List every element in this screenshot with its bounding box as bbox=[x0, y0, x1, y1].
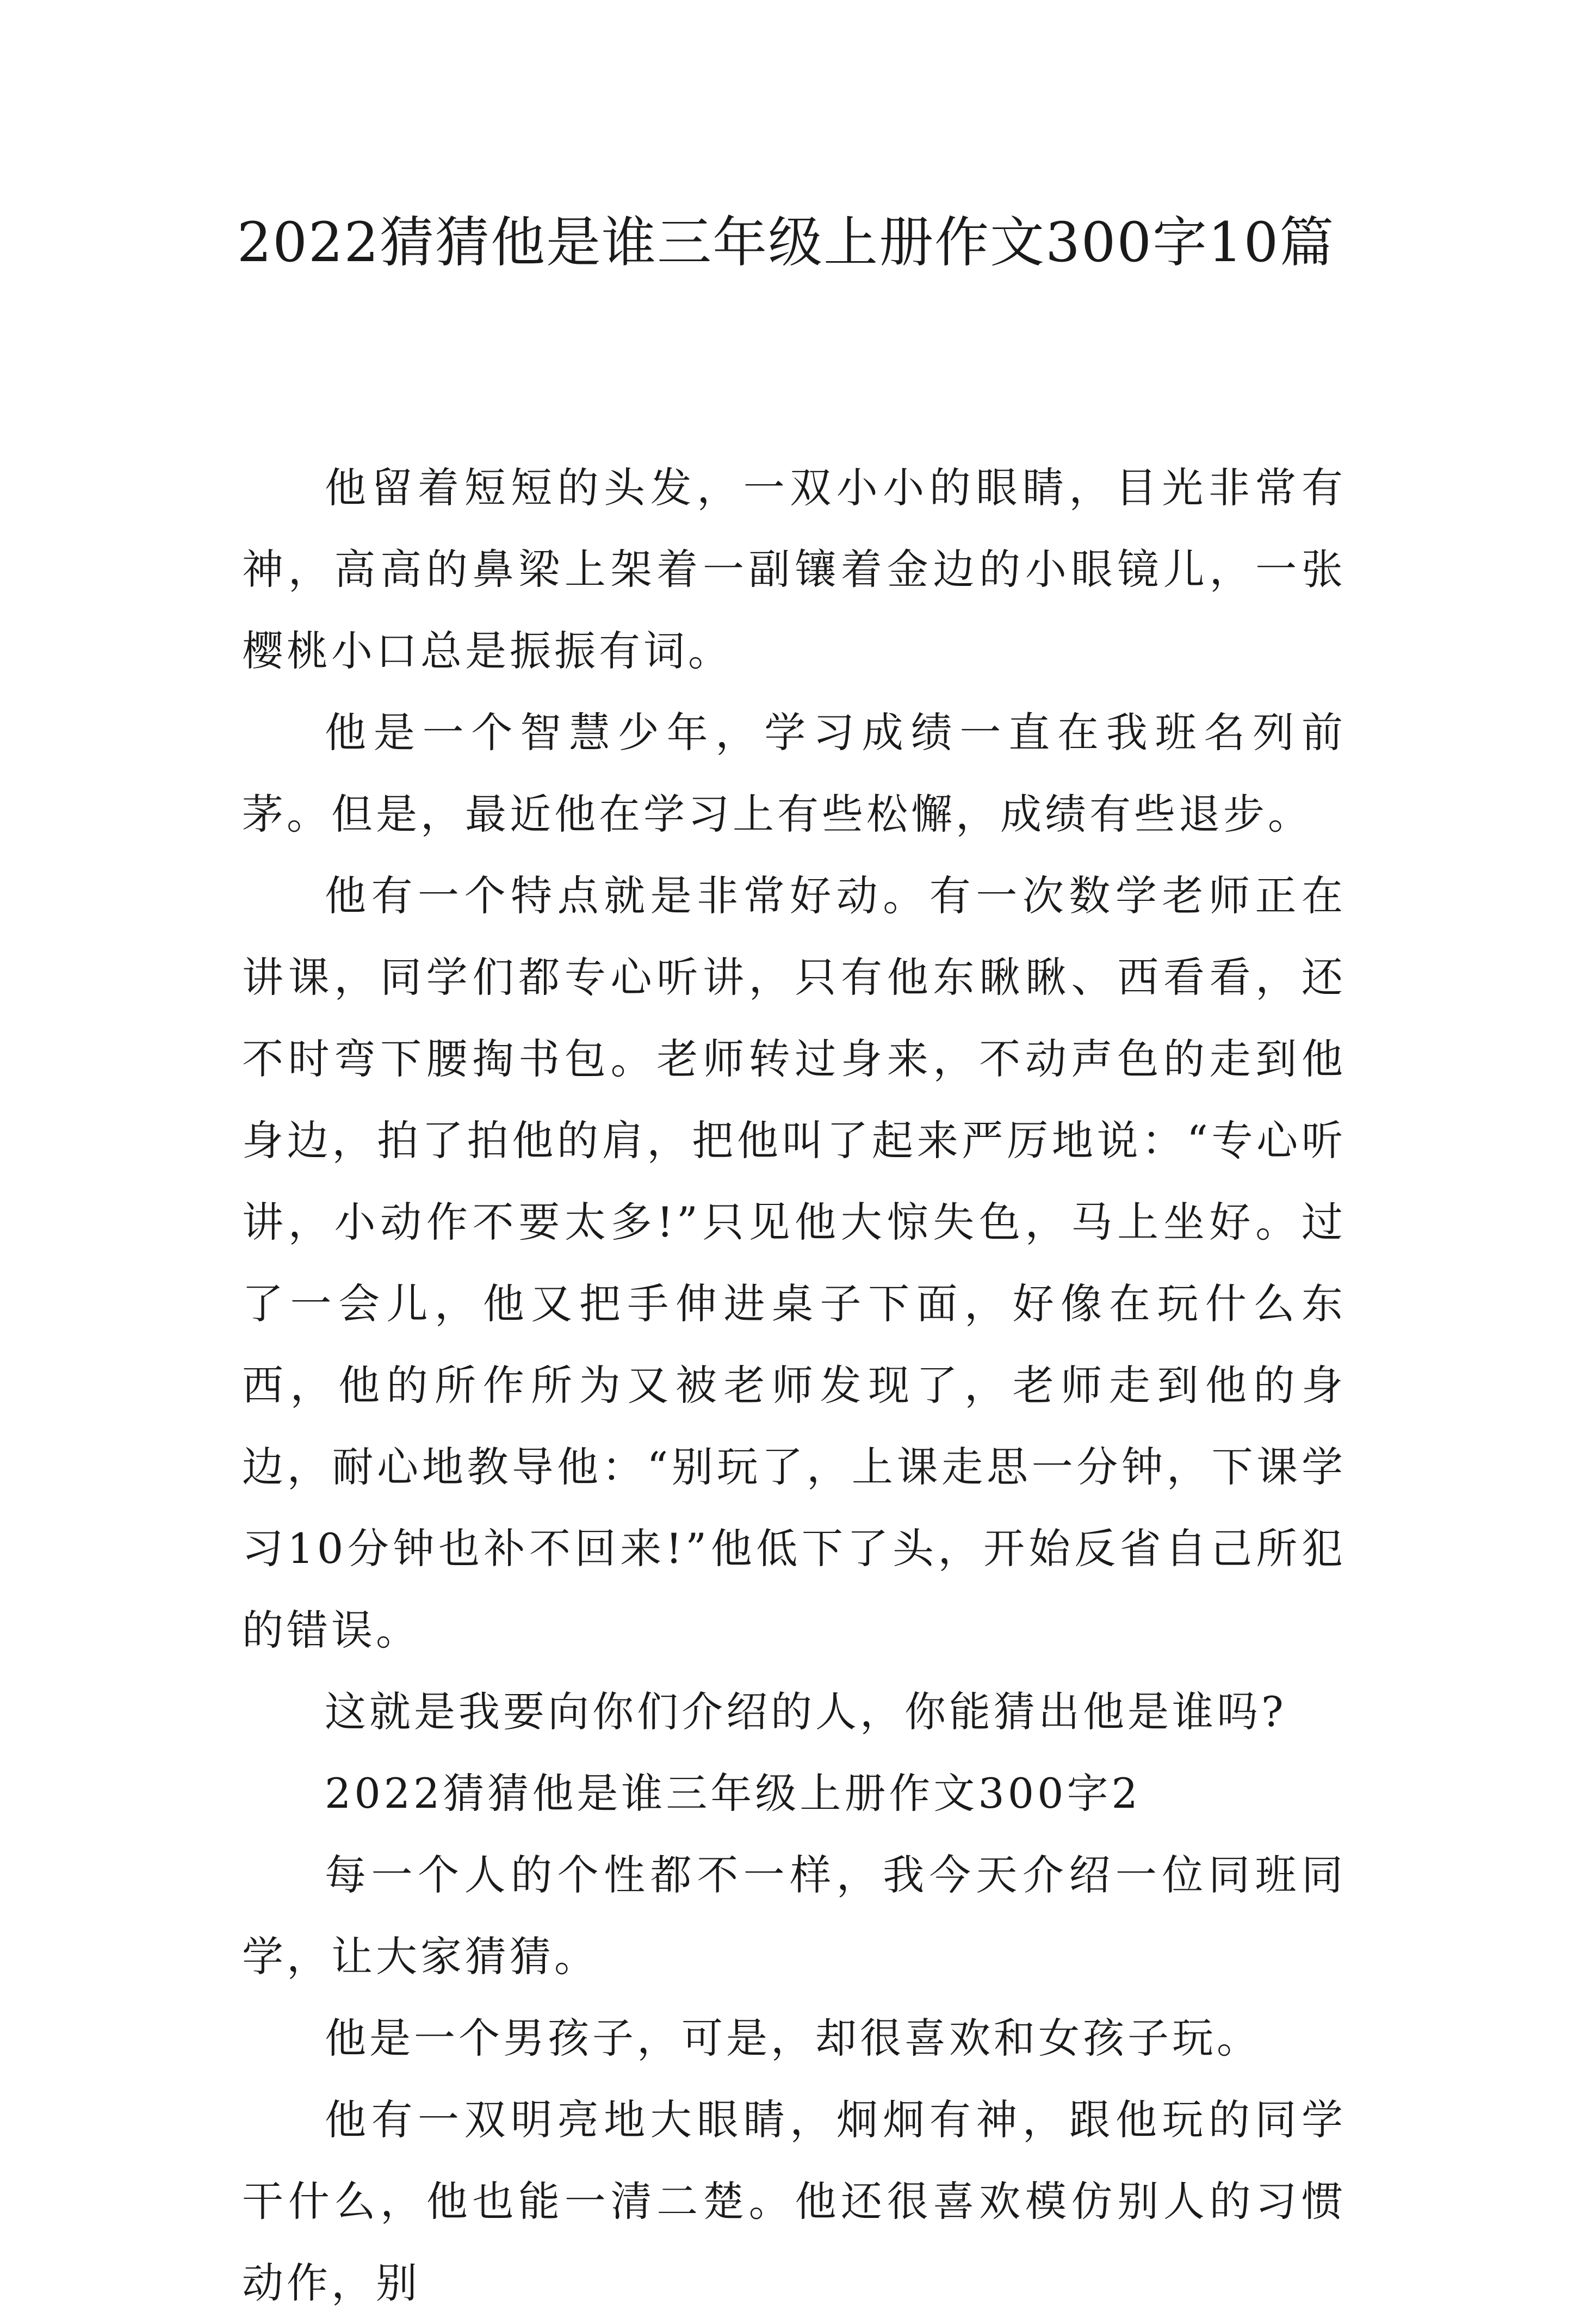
section-heading: 2022猜猜他是谁三年级上册作文300字2 bbox=[325, 1769, 1141, 1818]
paragraph: 他是一个智慧少年，学习成绩一直在我班名列前茅。但是，最近他在学习上有些松懈，成绩有些退步。 bbox=[242, 708, 1346, 838]
paragraph: 他是一个男孩子，可是，却很喜欢和女孩子玩。 bbox=[325, 2014, 1261, 2062]
paragraph: 每一个人的个性都不一样，我今天介绍一位同班同学，让大家猜猜。 bbox=[242, 1851, 1346, 1981]
document-title: 2022猜猜他是谁三年级上册作文300字10篇 bbox=[237, 211, 1335, 274]
document-body bbox=[242, 447, 1346, 2324]
paragraph: 他留着短短的头发，一双小小的眼睛，目光非常有神，高高的鼻梁上架着一副镶着金边的小眼镜儿，一张樱桃小口总是振振有词。 bbox=[242, 463, 1346, 675]
paragraph: 他有一双明亮地大眼睛，炯炯有神，跟他玩的同学干什么，他也能一清二楚。他还很喜欢模仿别人的习惯动作，别 bbox=[242, 2096, 1346, 2307]
paragraph: 这就是我要向你们介绍的人，你能猜出他是谁吗? bbox=[325, 1688, 1287, 1736]
paragraph: 他有一个特点就是非常好动。有一次数学老师正在讲课，同学们都专心听讲，只有他东瞅瞅、西看看，还不时弯下腰掏书包。老师转过身来，不动声色的走到他身边，拍了拍他的肩，把他叫了起来严厉地说：“专心听讲，小动作不要太多!”只见他大惊失色，马上坐好。过了一会儿，他又把手伸进桌子下面，好像在玩什么东西，他的所作所为又被老师发现了，老师走到他的身边，耐心地教导他：“别玩了，上课走思一分钟，下课学习10分钟也补不回来!”他低下了头，开始反省自己所犯的错误。 bbox=[242, 872, 1346, 1654]
